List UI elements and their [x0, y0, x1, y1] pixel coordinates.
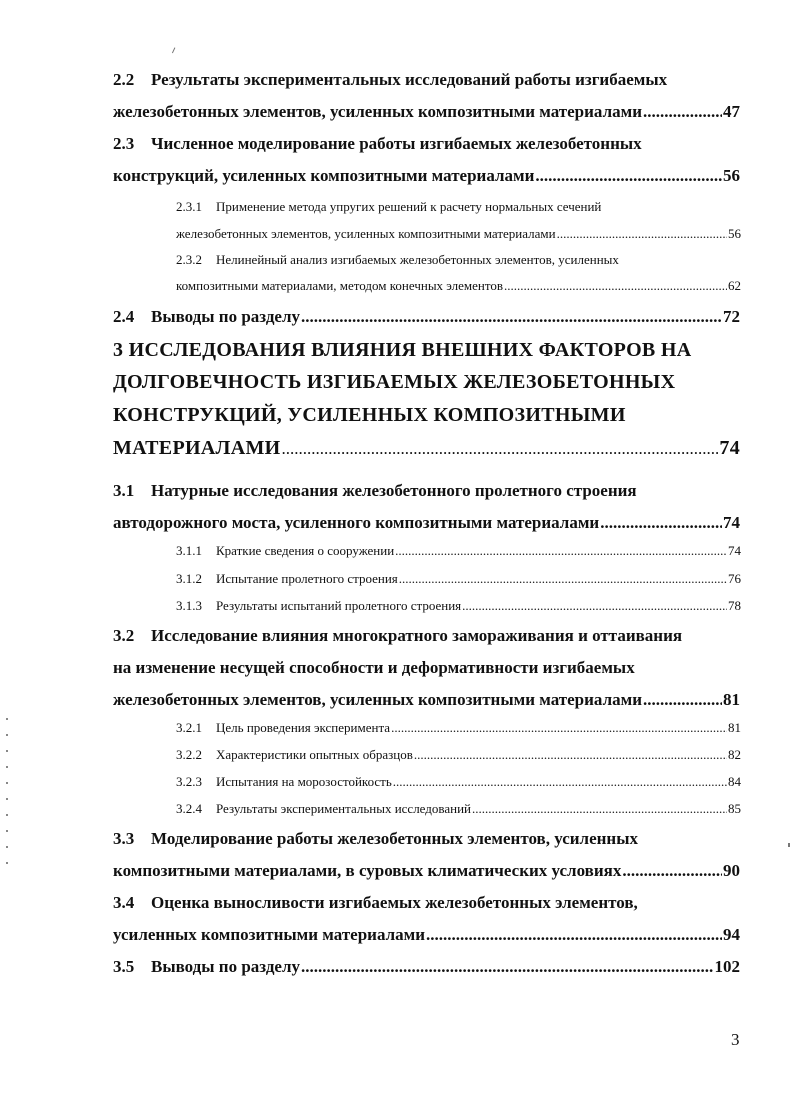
toc-leader — [426, 925, 722, 945]
toc-number: 3.2 — [113, 626, 135, 645]
toc-entry-3-2-2 — [0, 747, 741, 763]
toc-entry-3-1-line-1 — [0, 481, 795, 501]
toc-entry-2-3-1-line-1 — [0, 199, 795, 215]
toc-entry-3-2-3 — [0, 774, 741, 790]
toc-title: железобетонных элементов, усиленных композитными материалами — [113, 102, 642, 121]
toc-page: 78 — [728, 598, 741, 613]
toc-title: Исследование влияния многократного замораживания и оттаивания — [151, 626, 683, 645]
toc-entry-3-2-line-2 — [0, 658, 795, 678]
page-number: 3 — [731, 1030, 740, 1049]
toc-leader — [504, 278, 727, 294]
toc-leader — [557, 226, 727, 242]
toc-page: 56 — [728, 226, 741, 241]
toc-title: Оценка выносливости изгибаемых железобетонных элементов, — [151, 893, 638, 912]
chapter-title: 3 ИССЛЕДОВАНИЯ ВЛИЯНИЯ ВНЕШНИХ ФАКТОРОВ НА — [113, 339, 692, 361]
chapter-title: КОНСТРУКЦИЙ, УСИЛЕННЫХ КОМПОЗИТНЫМИ — [113, 404, 626, 426]
toc-page: 56 — [723, 166, 740, 185]
scan-margin-marks — [4, 718, 10, 938]
chapter-3-line-4 — [0, 437, 740, 460]
toc-page: 47 — [723, 102, 740, 121]
toc-number: 3.2.4 — [176, 801, 202, 816]
toc-entry-3-2-line-1 — [0, 626, 795, 646]
toc-page: 94 — [723, 925, 740, 944]
toc-title: Характеристики опытных образцов — [216, 747, 413, 762]
toc-entry-3-2-line-3 — [0, 690, 740, 710]
toc-title: Результаты испытаний пролетного строения — [216, 598, 462, 613]
toc-entry-2-3-1-line-2 — [0, 226, 741, 242]
chapter-title: ДОЛГОВЕЧНОСТЬ ИЗГИБАЕМЫХ ЖЕЛЕЗОБЕТОННЫХ — [113, 371, 676, 393]
toc-title: Численное моделирование работы изгибаемых железобетонных — [151, 134, 642, 153]
toc-number: 3.2.1 — [176, 720, 202, 735]
toc-number: 2.3.2 — [176, 252, 202, 267]
toc-entry-2-3-2-line-1 — [0, 252, 795, 268]
toc-number: 2.4 — [113, 307, 135, 326]
toc-page: 90 — [723, 861, 740, 880]
toc-number: 2.2 — [113, 70, 135, 89]
toc-number: 3.4 — [113, 893, 135, 912]
toc-title: композитными материалами, в суровых климатических условиях — [113, 861, 622, 880]
chapter-3-line-3 — [0, 404, 795, 427]
toc-title: Испытание пролетного строения — [216, 571, 398, 586]
toc-title: Нелинейный анализ изгибаемых железобетонных элементов, усиленных — [216, 252, 619, 267]
toc-number: 3.1.3 — [176, 598, 202, 613]
toc-page: 72 — [723, 307, 740, 326]
chapter-3-line-1 — [0, 339, 795, 362]
toc-number: 3.2.3 — [176, 774, 202, 789]
toc-page: 74 — [723, 513, 740, 532]
toc-title: железобетонных элементов, усиленных композитными материалами — [176, 226, 556, 241]
toc-page: 81 — [723, 690, 740, 709]
scan-artifact — [788, 843, 790, 847]
toc-number: 3.1.2 — [176, 571, 202, 586]
toc-page: 81 — [728, 720, 741, 735]
toc-entry-3-4-line-2 — [0, 925, 740, 945]
toc-title: усиленных композитными материалами — [113, 925, 426, 944]
toc-page: 85 — [728, 801, 741, 816]
toc-title: Цель проведения эксперимента — [216, 720, 391, 735]
toc-leader — [600, 513, 722, 533]
toc-title: Результаты экспериментальных исследований работы изгибаемых — [151, 70, 668, 89]
toc-leader — [622, 861, 722, 881]
toc-leader — [282, 439, 719, 459]
toc-entry-3-1-line-2 — [0, 513, 740, 533]
toc-page: 76 — [728, 571, 741, 586]
chapter-3-line-2 — [0, 371, 795, 394]
toc-title: Выводы по разделу — [151, 307, 301, 326]
toc-title: Применение метода упругих решений к расчету нормальных сечений — [216, 199, 602, 214]
toc-title: Выводы по разделу — [151, 957, 301, 976]
toc-entry-3-5 — [0, 957, 740, 977]
toc-title: железобетонных элементов, усиленных композитными материалами — [113, 690, 642, 709]
toc-entry-3-1-1 — [0, 543, 741, 559]
toc-leader — [643, 102, 722, 122]
toc-entry-3-1-3 — [0, 598, 741, 614]
toc-number: 3.3 — [113, 829, 135, 848]
toc-number: 2.3 — [113, 134, 135, 153]
toc-entry-3-3-line-1 — [0, 829, 795, 849]
toc-title: Результаты экспериментальных исследований — [216, 801, 472, 816]
toc-number: 2.3.1 — [176, 199, 202, 214]
toc-title: Краткие сведения о сооружении — [216, 543, 395, 558]
toc-entry-3-2-4 — [0, 801, 741, 817]
toc-leader — [391, 720, 727, 736]
toc-leader — [395, 543, 727, 559]
toc-number: 3.1 — [113, 481, 135, 500]
toc-page: 102 — [714, 957, 740, 976]
toc-entry-2-2-line-2 — [0, 102, 740, 122]
toc-title: Натурные исследования железобетонного пролетного строения — [151, 481, 637, 500]
toc-number: 3.1.1 — [176, 543, 202, 558]
toc-entry-2-2-line-1 — [0, 70, 795, 90]
toc-leader — [643, 690, 722, 710]
toc-title: Моделирование работы железобетонных элементов, усиленных — [151, 829, 638, 848]
toc-title: Испытания на морозостойкость — [216, 774, 392, 789]
toc-title: автодорожного моста, усиленного композитными материалами — [113, 513, 600, 532]
toc-leader — [414, 747, 727, 763]
toc-page: 74 — [719, 437, 740, 459]
toc-title: композитными материалами, методом конечных элементов — [176, 278, 504, 293]
toc-title: конструкций, усиленных композитными материалами — [113, 166, 535, 185]
toc-leader — [535, 166, 722, 186]
toc-title: на изменение несущей способности и деформативности изгибаемых — [113, 658, 635, 677]
toc-entry-2-3-2-line-2 — [0, 278, 741, 294]
toc-entry-3-3-line-2 — [0, 861, 740, 881]
toc-entry-3-1-2 — [0, 571, 741, 587]
toc-leader — [462, 598, 727, 614]
toc-leader — [472, 801, 727, 817]
toc-entry-2-3-line-1 — [0, 134, 795, 154]
toc-number: 3.5 — [113, 957, 135, 976]
toc-page: 62 — [728, 278, 741, 293]
toc-leader — [399, 571, 727, 587]
toc-page: 74 — [728, 543, 741, 558]
scan-artifact — [172, 47, 178, 54]
toc-page: 84 — [728, 774, 741, 789]
toc-entry-3-2-1 — [0, 720, 741, 736]
toc-entry-2-3-line-2 — [0, 166, 740, 186]
toc-entry-3-4-line-1 — [0, 893, 795, 913]
toc-page: 82 — [728, 747, 741, 762]
toc-number: 3.2.2 — [176, 747, 202, 762]
toc-leader — [301, 957, 713, 977]
toc-entry-2-4 — [0, 307, 740, 327]
chapter-title: МАТЕРИАЛАМИ — [113, 437, 281, 459]
toc-leader — [301, 307, 722, 327]
toc-leader — [393, 774, 727, 790]
